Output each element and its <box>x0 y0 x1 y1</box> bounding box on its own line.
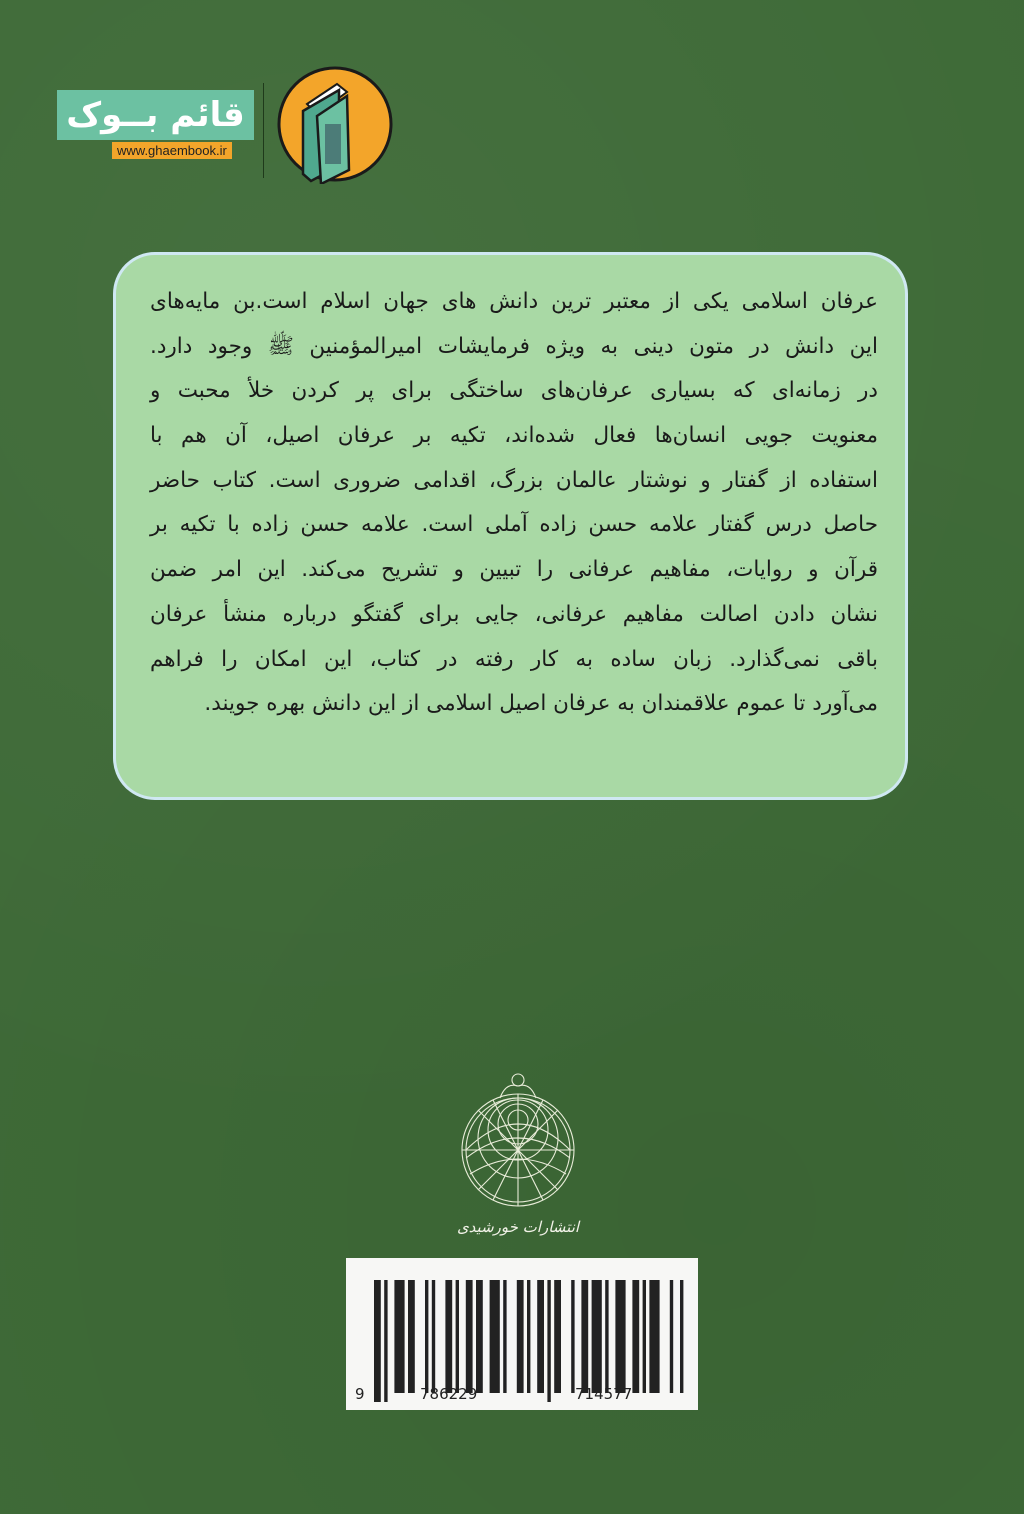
barcode-bar <box>605 1280 608 1393</box>
barcode-bar <box>592 1280 602 1393</box>
blurb-line: این دانش در متون دینی به ویژه فرمایشات امیرالمؤمنین ﷺ وجود دارد. <box>150 333 878 359</box>
barcode-right-digits: 714577 <box>575 1385 633 1403</box>
blurb-line: باقی نمی‌گذارد. زبان ساده به کار رفته در کتاب، این امکان را فراهم <box>150 646 878 672</box>
barcode-bar <box>432 1280 435 1393</box>
barcode-bar <box>643 1280 646 1393</box>
barcode-bar <box>503 1280 506 1393</box>
astrolabe-icon <box>448 1068 588 1218</box>
barcode-bar <box>670 1280 673 1393</box>
barcode-bar <box>571 1280 574 1393</box>
barcode-bar <box>615 1280 625 1393</box>
blurb-line: معنویت جویی انسان‌ها فعال شده‌اند، تکیه بر عرفان اصیل، آن هم با <box>150 423 878 449</box>
barcode-bar <box>632 1280 639 1393</box>
barcode-bar <box>425 1280 428 1393</box>
barcode-bar <box>537 1280 544 1393</box>
barcode-bar <box>384 1280 387 1402</box>
blurb-line: قرآن و روایات، مفاهیم عرفانی را تبیین و تشریح می‌کند. این امر ضمن <box>150 557 878 583</box>
ghaembook-brand <box>57 90 254 158</box>
barcode-bar <box>554 1280 561 1393</box>
publisher-name: انتشارات خورشیدی <box>456 1218 580 1236</box>
barcode-bar <box>490 1280 500 1393</box>
barcode-bar <box>527 1280 530 1393</box>
blurb-line: می‌آورد تا عموم علاقمندان به عرفان اصیل اسلامی از این دانش بهره جویند. <box>204 691 878 717</box>
brand-url[interactable]: www.ghaembook.ir <box>112 142 232 159</box>
barcode-bar <box>466 1280 473 1393</box>
brand-divider <box>263 83 264 178</box>
barcode-bar <box>581 1280 588 1393</box>
blurb-line: عرفان اسلامی یکی از معتبر ترین دانش های جهان اسلام است.بن مایه‌های <box>150 289 878 314</box>
blurb-line: در زمانه‌ای که بسیاری عرفان‌های ساختگی برای پر کردن خلأ محبت و <box>150 378 878 404</box>
blurb-line: استفاده از گفتار و نوشتار عالمان بزرگ، اقدامی ضروری است. کتاب حاضر <box>150 467 878 493</box>
brand-name: قائم بــوک <box>57 90 254 140</box>
book-logo-icon <box>277 66 395 188</box>
blurb-line: نشان دادن اصالت مفاهیم عرفانی، جایی برای گفتگو درباره منشأ عرفان <box>150 601 878 627</box>
barcode-bar <box>649 1280 659 1393</box>
barcode-bar <box>374 1280 381 1402</box>
barcode-bar <box>680 1280 683 1393</box>
barcode-bars <box>346 1258 698 1410</box>
barcode-bar <box>456 1280 459 1393</box>
barcode-bar <box>445 1280 452 1393</box>
barcode-left-digits: 786229 <box>420 1385 478 1403</box>
barcode-bar <box>547 1280 550 1402</box>
barcode-bar <box>394 1280 404 1393</box>
isbn-barcode <box>346 1258 698 1410</box>
barcode-bar <box>408 1280 415 1393</box>
blurb-line: حاصل درس گفتار علامه حسن زاده آملی است. علامه حسن زاده با تکیه بر <box>150 512 878 538</box>
blurb-text <box>150 280 878 727</box>
publisher-logo <box>448 1068 588 1236</box>
barcode-bar <box>476 1280 483 1393</box>
barcode-lead-digit: 9 <box>355 1385 365 1403</box>
barcode-bar <box>517 1280 524 1393</box>
